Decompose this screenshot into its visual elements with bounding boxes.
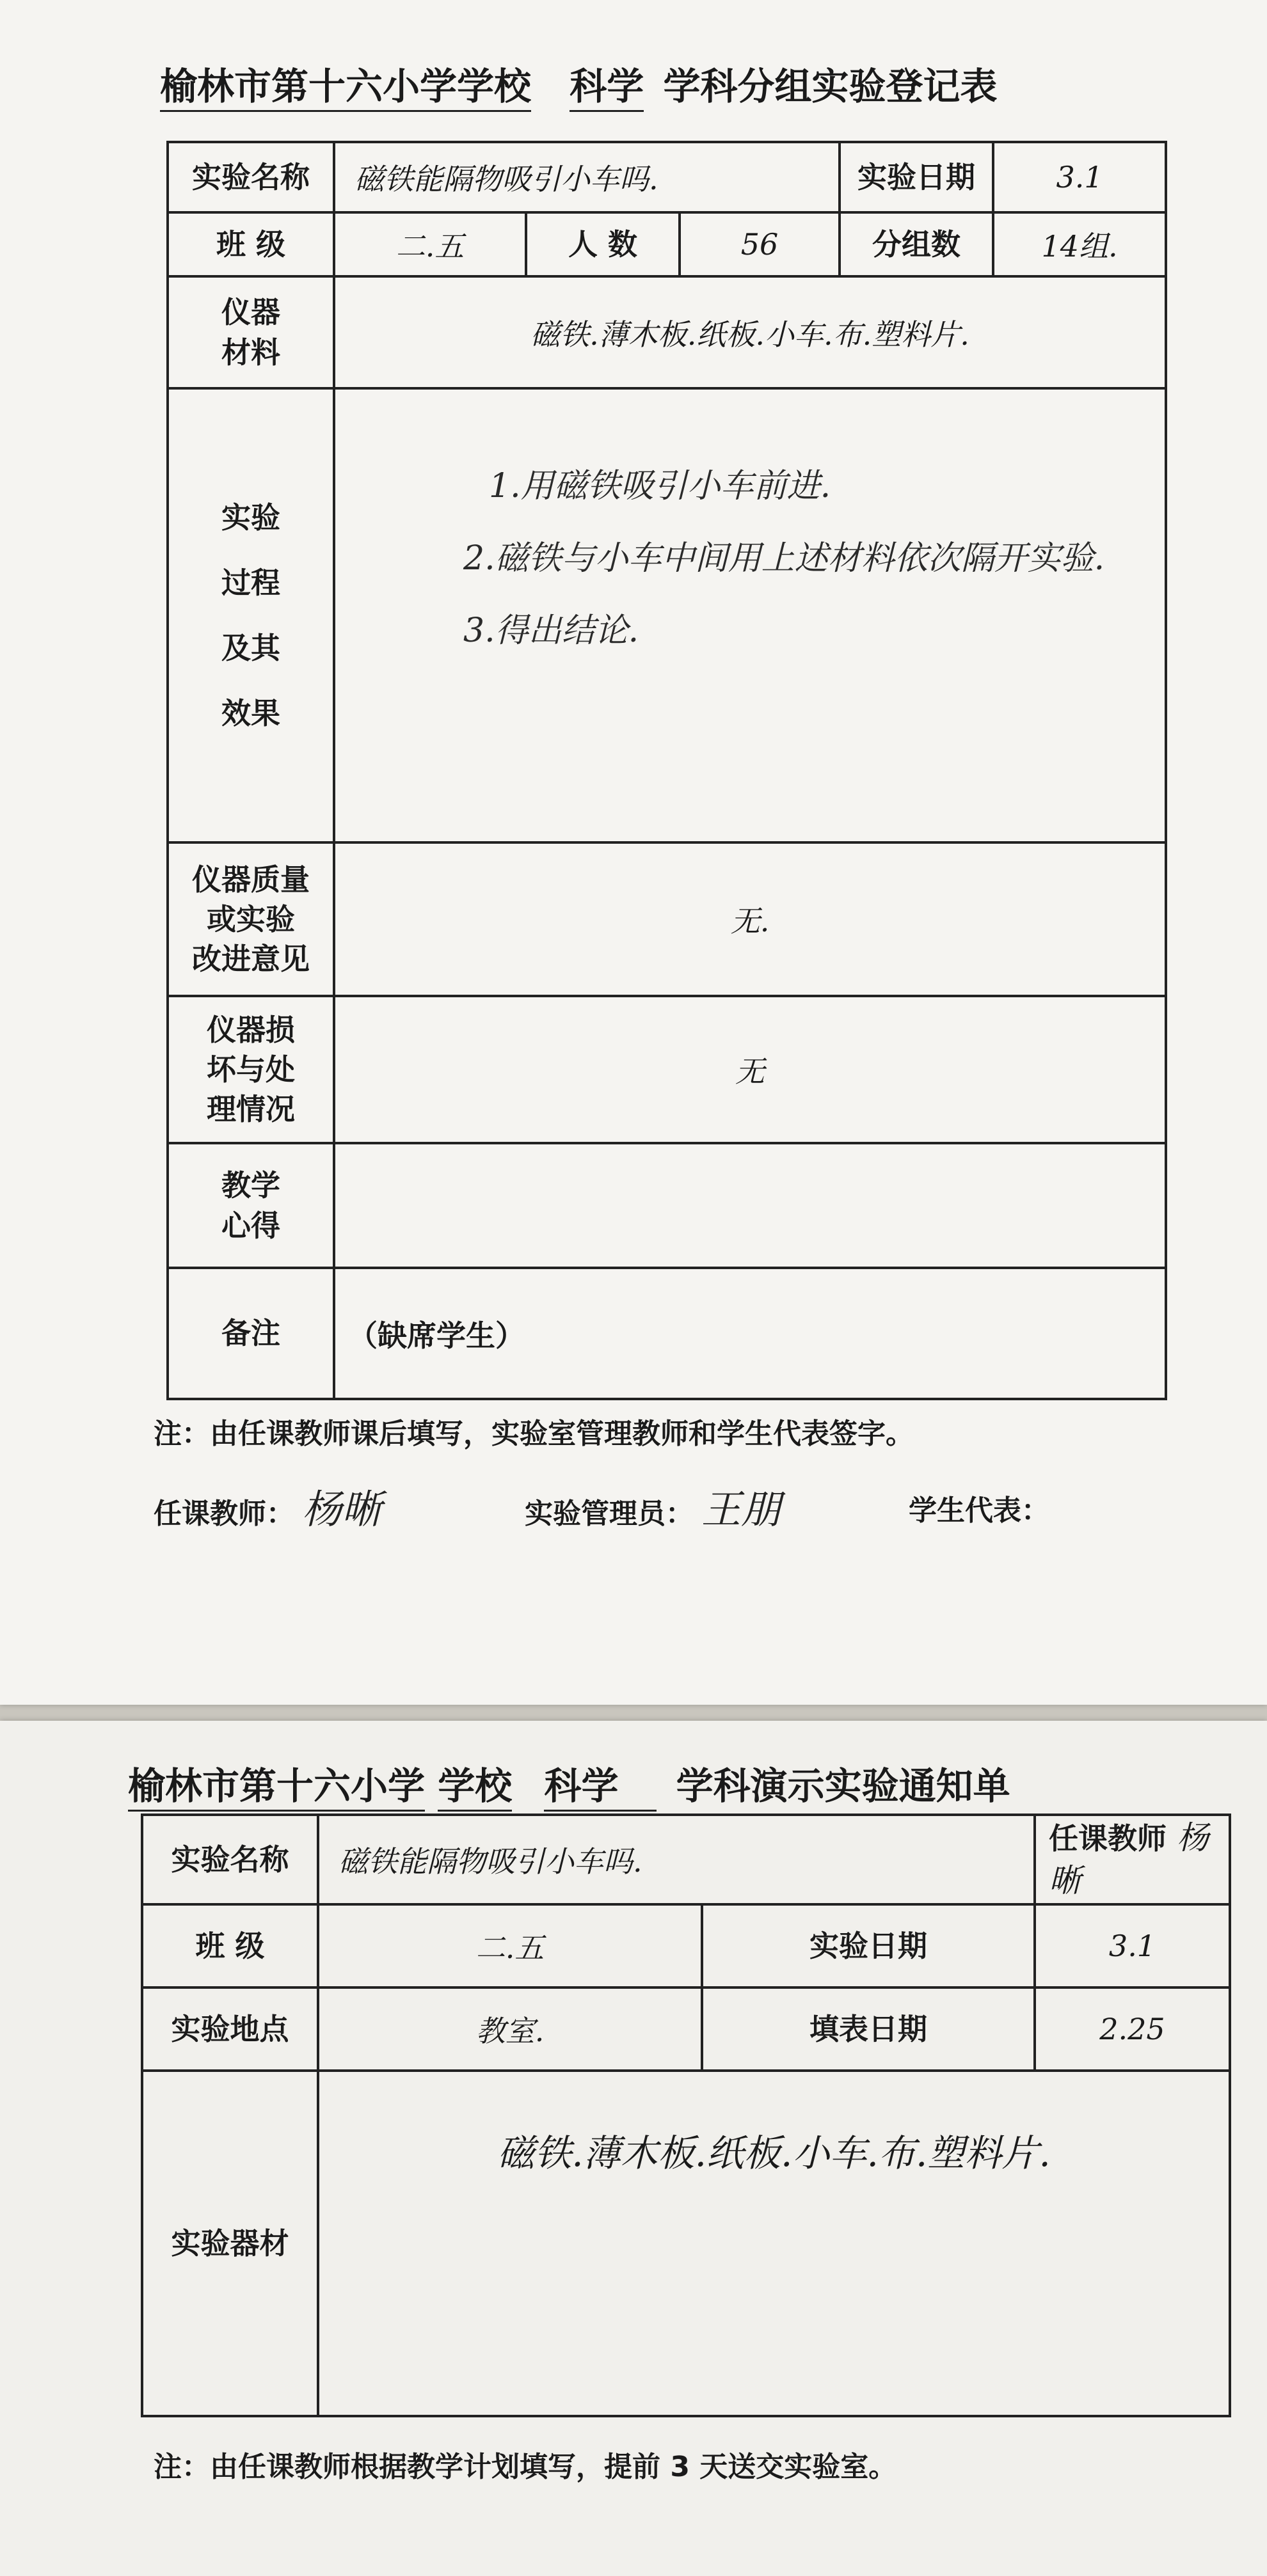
row-damage [168, 996, 1166, 1143]
row-process [168, 388, 1166, 842]
value-location: 教室. [318, 1987, 702, 2071]
label-damage-line2: 坏与处 [207, 1052, 295, 1087]
label-group-count: 分组数 [840, 212, 993, 276]
label-damage [168, 996, 334, 1143]
label-location: 实验地点 [142, 1987, 318, 2071]
label-class: 班 级 [142, 1904, 318, 1987]
label-equipment [168, 276, 334, 388]
teacher-cell [1035, 1815, 1230, 1904]
label-teacher: 任课教师 [1049, 1821, 1167, 1856]
label-equipment: 实验器材 [142, 2071, 318, 2416]
value-experiment-date: 3.1 [1035, 1904, 1230, 1987]
value-quality: 无. [334, 842, 1166, 996]
student-signature-label: 学生代表： [909, 1494, 1049, 1527]
label-quality-line2: 或实验 [207, 901, 295, 936]
row-remarks [168, 1268, 1166, 1399]
label-process-line1: 实验 [221, 500, 280, 535]
label-experiment-date: 实验日期 [840, 142, 993, 212]
teacher-signature-name: 杨晰 [302, 1486, 382, 1533]
title-school: 榆林市第十六小学学校 [160, 56, 531, 112]
title-school-word: 学校 [438, 1756, 512, 1812]
label-quality-line1: 仪器质量 [192, 862, 310, 897]
title-subject: 科学 [570, 56, 644, 112]
admin-signature-label: 实验管理员： [525, 1497, 694, 1530]
admin-signature-name: 王朋 [701, 1486, 781, 1533]
row-quality [168, 842, 1166, 996]
value-equipment: 磁铁.薄木板.纸板.小车.布.塑料片. [334, 276, 1166, 388]
label-reflection [168, 1143, 334, 1268]
label-reflection-line2: 心得 [221, 1208, 280, 1243]
process-step: 1.用磁铁吸引小车前进. [489, 467, 831, 505]
row-class [168, 212, 1166, 276]
value-reflection [334, 1143, 1166, 1268]
value-process [334, 388, 1166, 842]
teacher-signature [154, 1478, 381, 1535]
title-form-name: 学科演示实验通知单 [676, 1764, 1010, 1808]
form-title [128, 1756, 1010, 1812]
row-equipment [168, 276, 1166, 388]
label-quality-line3: 改进意见 [192, 942, 310, 977]
value-fill-date: 2.25 [1035, 1987, 1230, 2071]
value-headcount: 56 [680, 212, 840, 276]
label-damage-line1: 仪器损 [207, 1012, 295, 1047]
label-experiment-date: 实验日期 [702, 1904, 1035, 1987]
title-subject: 科学 [544, 1756, 657, 1812]
value-experiment-name: 磁铁能隔物吸引小车吗. [318, 1815, 1035, 1904]
row-experiment-name [142, 1815, 1230, 1904]
label-experiment-name: 实验名称 [142, 1815, 318, 1904]
registration-table [166, 141, 1167, 1400]
label-quality [168, 842, 334, 996]
row-experiment-name [168, 142, 1166, 212]
label-reflection-line1: 教学 [221, 1168, 280, 1203]
title-form-name: 学科分组实验登记表 [663, 65, 998, 108]
notice-table [141, 1813, 1231, 2417]
title-school: 榆林市第十六小学 [128, 1756, 425, 1812]
notice-form-sheet [0, 1721, 1267, 2576]
label-process-line4: 效果 [221, 696, 280, 731]
value-group-count: 14组. [993, 212, 1166, 276]
footnote: 注：由任课教师课后填写，实验室管理教师和学生代表签字。 [154, 1418, 914, 1450]
row-location [142, 1987, 1230, 2071]
label-process [168, 388, 334, 842]
footnote: 注：由任课教师根据教学计划填写，提前 3 天送交实验室。 [154, 2451, 897, 2483]
row-class [142, 1904, 1230, 1987]
value-experiment-date: 3.1 [993, 142, 1166, 212]
value-teacher: 杨晰 [1049, 1819, 1209, 1899]
value-experiment-name: 磁铁能隔物吸引小车吗. [334, 142, 840, 212]
row-equipment [142, 2071, 1230, 2416]
form-title [160, 56, 997, 112]
teacher-signature-label: 任课教师： [154, 1497, 294, 1530]
value-absent-students: （缺席学生） [334, 1268, 1166, 1399]
process-step: 3.得出结论. [463, 612, 639, 650]
label-experiment-name: 实验名称 [168, 142, 334, 212]
label-equipment-line2: 材料 [221, 335, 280, 370]
label-class: 班 级 [168, 212, 334, 276]
label-process-line2: 过程 [221, 565, 280, 600]
label-fill-date: 填表日期 [702, 1987, 1035, 2071]
value-class: 二.五 [334, 212, 526, 276]
label-remarks: 备注 [168, 1268, 334, 1399]
label-damage-line3: 理情况 [207, 1092, 295, 1127]
value-class: 二.五 [318, 1904, 702, 1987]
value-damage: 无 [334, 996, 1166, 1143]
process-step: 2.磁铁与小车中间用上述材料依次隔开实验. [463, 539, 1105, 578]
row-reflection [168, 1143, 1166, 1268]
admin-signature [525, 1478, 781, 1535]
label-equipment-line1: 仪器 [221, 295, 280, 330]
student-signature [909, 1487, 1049, 1528]
value-equipment: 磁铁.薄木板.纸板.小车.布.塑料片. [318, 2071, 1230, 2416]
label-headcount: 人 数 [526, 212, 680, 276]
label-process-line3: 及其 [221, 631, 280, 665]
